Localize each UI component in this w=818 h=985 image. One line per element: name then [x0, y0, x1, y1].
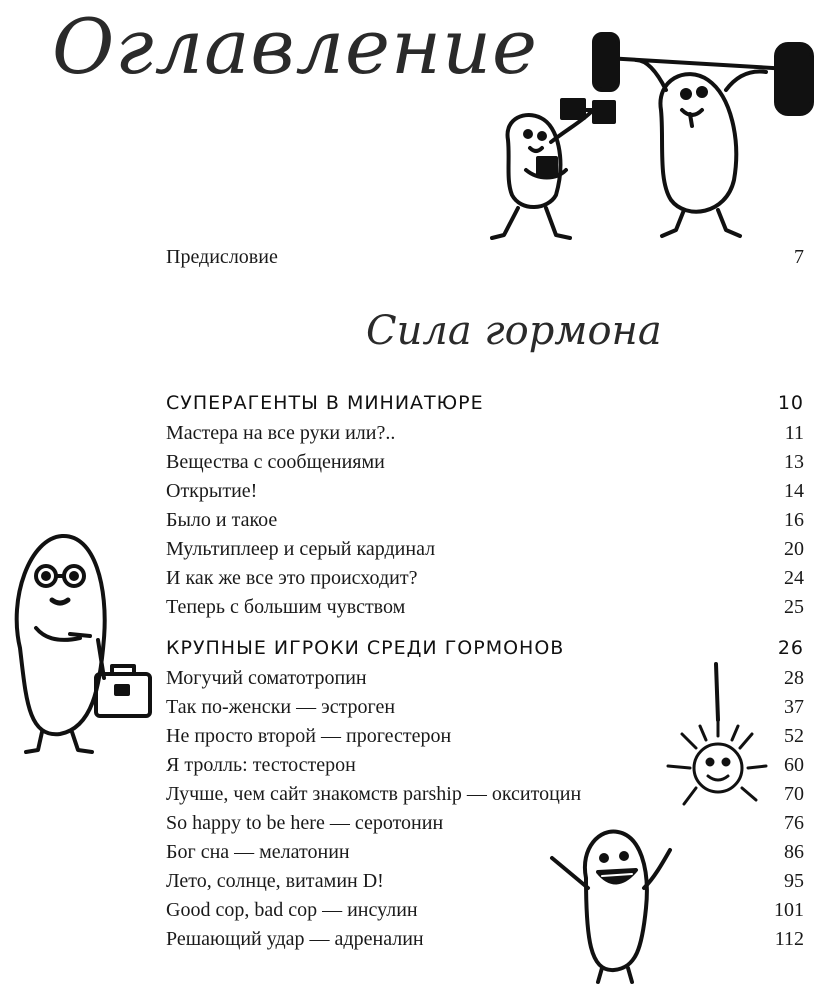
- toc-entry-page: 28: [784, 667, 804, 689]
- toc-entry-label: Предисловие: [166, 246, 278, 268]
- toc-entry[interactable]: [166, 451, 804, 477]
- toc-entry[interactable]: [166, 841, 804, 867]
- toc-entry-page: 70: [784, 783, 804, 805]
- toc-entry[interactable]: [166, 596, 804, 622]
- chapter-title: КРУПНЫЕ ИГРОКИ СРЕДИ ГОРМОНОВ: [166, 637, 565, 659]
- toc-entry[interactable]: [166, 899, 804, 925]
- chapter-heading[interactable]: [166, 392, 804, 418]
- toc-entry-page: 11: [784, 422, 804, 444]
- toc-entry[interactable]: [166, 928, 804, 954]
- toc-entry-page: 86: [784, 841, 804, 863]
- happy-blob-illustration: [540, 818, 680, 985]
- toc-entry-page: 101: [774, 899, 804, 921]
- toc-entry-label: Решающий удар — адреналин: [166, 928, 424, 950]
- toc-preface-row[interactable]: [166, 246, 804, 272]
- toc-entry-label: Мастера на все руки или?..: [166, 422, 396, 444]
- toc-entry-label: Теперь с большим чувством: [166, 596, 406, 618]
- sun-illustration: [656, 660, 776, 820]
- toc-entry-page: 37: [784, 696, 804, 718]
- toc-entry[interactable]: [166, 870, 804, 896]
- toc-entry[interactable]: [166, 567, 804, 593]
- toc-entry-label: Так по-женски — эстроген: [166, 696, 396, 718]
- toc-entry-label: Мультиплеер и серый кардинал: [166, 538, 436, 560]
- toc-entry-label: So happy to be here — серотонин: [166, 812, 444, 834]
- toc-entry-page: 25: [784, 596, 804, 618]
- toc-entry-label: Было и такое: [166, 509, 278, 531]
- toc-entry-page: 112: [774, 928, 804, 950]
- toc-entry-page: 14: [784, 480, 804, 502]
- weightlifters-illustration: [486, 30, 816, 245]
- toc-entry-page: 52: [784, 725, 804, 747]
- toc-entry[interactable]: [166, 480, 804, 506]
- toc-entry-page: 95: [784, 870, 804, 892]
- toc-entry-label: Лучше, чем сайт знакомств parship — окситоцин: [166, 783, 582, 805]
- toc-entry-label: Не просто второй — прогестерон: [166, 725, 452, 747]
- toc-entry-page: 24: [784, 567, 804, 589]
- chapter-page: 10: [777, 392, 804, 414]
- toc-entry[interactable]: [166, 422, 804, 448]
- section-title: Сила гормона: [366, 308, 662, 354]
- toc-entry[interactable]: [166, 509, 804, 535]
- chapter-page: 26: [777, 637, 804, 659]
- toc-entry-label: Открытие!: [166, 480, 258, 502]
- toc-entry-label: Лето, солнце, витамин D!: [166, 870, 384, 892]
- toc-entry-label: И как же все это происходит?: [166, 567, 418, 589]
- chapter-title: СУПЕРАГЕНТЫ В МИНИАТЮРЕ: [166, 392, 484, 414]
- toc-entry-label: Вещества с сообщениями: [166, 451, 385, 473]
- lady-with-briefcase-illustration: [0, 528, 160, 758]
- toc-entry-page: 7: [794, 246, 804, 268]
- page-title: Оглавление: [52, 2, 539, 91]
- toc-entry-page: 76: [784, 812, 804, 834]
- toc-entry[interactable]: [166, 538, 804, 564]
- toc-entry-label: Бог сна — мелатонин: [166, 841, 350, 863]
- toc-entry-label: Good cop, bad cop — инсулин: [166, 899, 418, 921]
- toc-entry-label: Я тролль: тестостерон: [166, 754, 356, 776]
- toc-entry-page: 60: [784, 754, 804, 776]
- toc-entry-page: 16: [784, 509, 804, 531]
- toc-entry-page: 20: [784, 538, 804, 560]
- toc-entry-page: 13: [784, 451, 804, 473]
- toc-entry-label: Могучий соматотропин: [166, 667, 367, 689]
